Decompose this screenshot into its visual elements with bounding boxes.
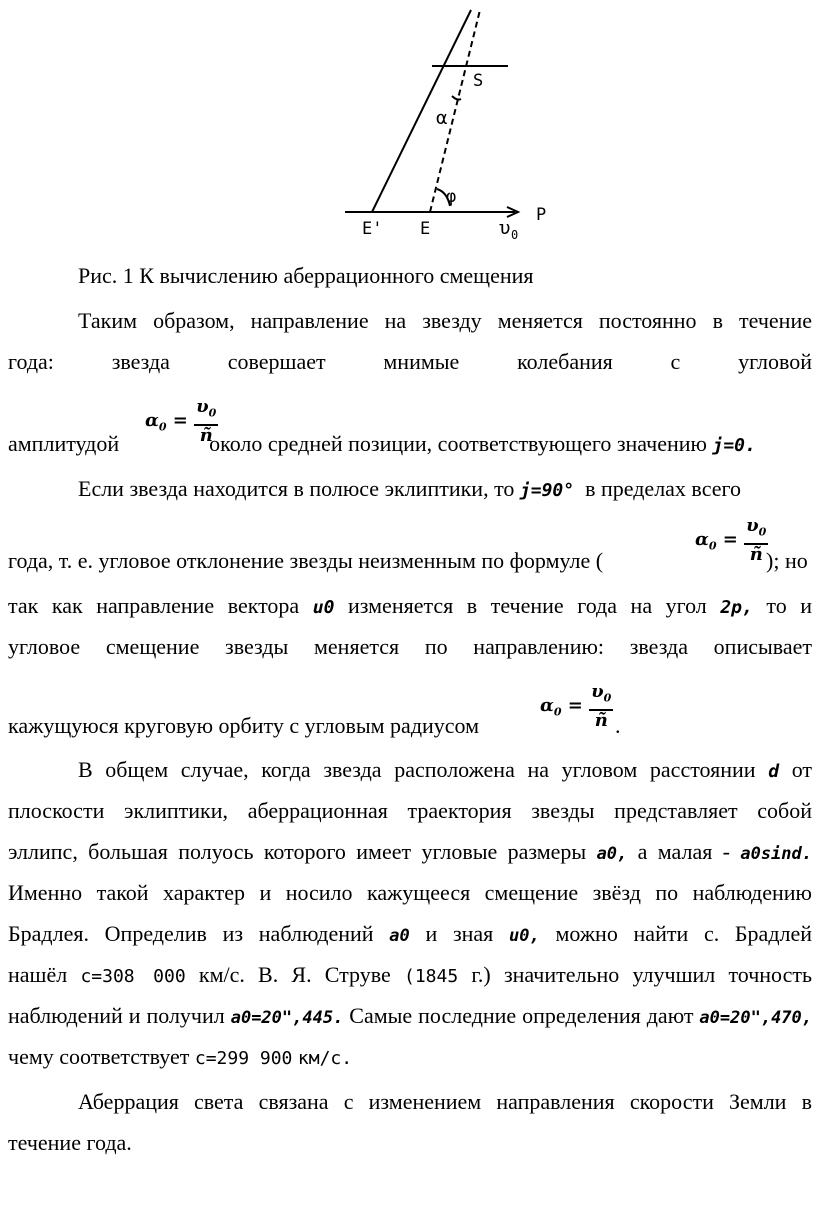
formula-alpha0-1: $\alpha_0$ = $\frac{\upsilon_0}{ñ}$ [145,396,217,446]
p1-line-3: амплитудой около средней позиции, соответствующего значению j=0. [8,431,756,456]
p2-line-2: года, т. е. угловое отклонение звезды неизменным по формуле ( ); но [8,548,808,573]
label-phi: φ [446,187,457,207]
p3-line-8: чему соответствует c=299 900 км/с. [8,1044,353,1069]
label-alpha: α [436,107,448,129]
p2-line-1: Если звезда находится в полюсе эклиптики, то j=90° в пределах всего [78,476,741,501]
p3-line-3: эллипс, большая полуось которого имеет угловые размеры a0, а малая - a0sind. [8,839,812,864]
label-v0: υ [499,217,511,239]
label-E-prime: E' [362,219,383,239]
p3-line-2: плоскости эклиптики, аберрационная траектория звезды представляет собой [8,798,812,823]
p1-line-1: Таким образом, направление на звезду меняется постоянно в течение [78,308,812,333]
formula-alpha0-2: $\alpha_0$ = $\frac{\upsilon_0}{ñ}$ [695,515,767,565]
p3-line-7: наблюдений и получил a0=20",445. Самые последние определения дают a0=20",470, [8,1003,813,1028]
aberration-diagram [0,0,816,250]
p4-line-1: Аберрация света связана с изменением направления скорости Земли в [78,1089,812,1114]
figure-caption: Рис. 1 К вычислению аберрационного смещения [78,263,534,288]
p3-line-4: Именно такой характер и носило кажущееся смещение звёзд по наблюдению [8,880,812,905]
light-ray-line [372,10,471,212]
alpha-arc [452,96,461,100]
p2-line-5: кажущуюся круговую орбиту с угловым радиусом . [8,713,621,738]
formula-alpha0-3: $\alpha_0$ = $\frac{\upsilon_0}{ñ}$ [540,681,612,731]
p1-line-2: года: звезда совершает мнимые колебания с угловой [8,349,812,374]
p2-line-4: угловое смещение звезды меняется по направлению: звезда описывает [8,634,812,659]
p3-line-6: нашёл c=308 000 км/с. В. Я. Струве (1845 г.) значительно улучшил точность [8,962,813,987]
label-S: S [473,71,484,91]
label-E: E [420,219,431,239]
label-v0-sub: 0 [511,228,519,242]
p4-line-2: течение года. [8,1130,132,1155]
p3-line-1: В общем случае, когда звезда расположена на угловом расстоянии d от [78,757,813,782]
p2-line-3: так как направление вектора u0 изменяется в течение года на угол 2p, то и [8,593,813,618]
p3-line-5: Брадлея. Определив из наблюдений a0 и зная u0, можно найти с. Брадлей [8,921,813,946]
label-P: P [536,205,547,225]
